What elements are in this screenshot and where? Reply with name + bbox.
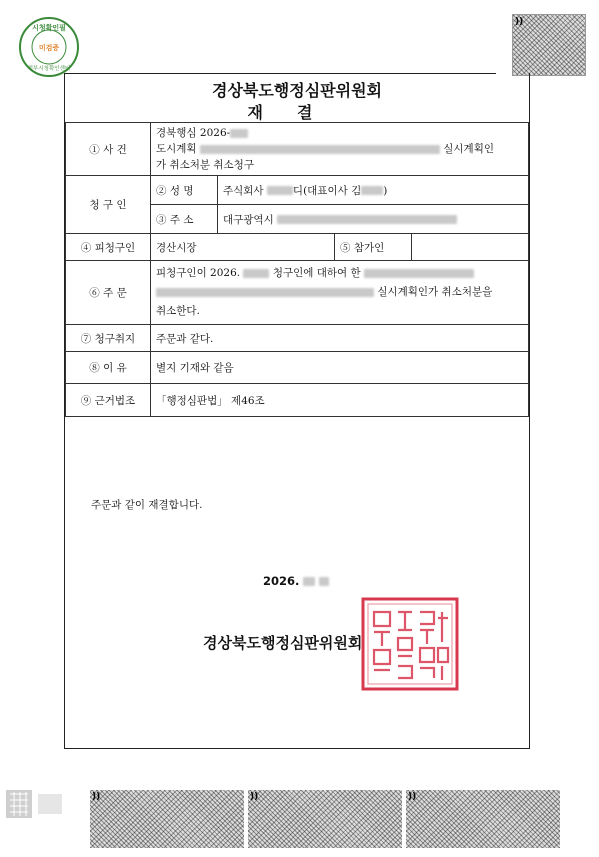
reason-row [66, 352, 529, 384]
respondent-value: 경산시장 [151, 234, 335, 261]
claim-purpose-label: ⑦ 청구취지 [66, 325, 151, 352]
legal-basis-label: ⑨ 근거법조 [66, 384, 151, 417]
order-text-2: 실시계획인가 취소처분을 [377, 286, 493, 298]
intervenor-label: ⑤ 참가인 [335, 234, 412, 261]
qr-code-icon: )) [90, 790, 244, 848]
respondent-row [66, 234, 529, 261]
document-type-title: 재결 [247, 103, 347, 122]
reason-label: ⑧ 이 유 [66, 352, 151, 384]
legal-basis-row [66, 384, 529, 417]
claimant-representative: 디(대표이사 김 [292, 184, 362, 197]
qr-code-icon: )) [512, 14, 586, 76]
claimant-address-label: ③ 주 소 [151, 205, 218, 234]
qr-code-icon: )) [406, 790, 560, 848]
claimant-name-value [218, 176, 529, 205]
reason-value: 별지 기재와 같음 [151, 352, 529, 384]
qr-code-icon: )) [248, 790, 402, 848]
case-value [151, 123, 529, 176]
decision-date [263, 574, 329, 588]
claimant-company: 주식회사 [223, 184, 264, 197]
badge-center-text: 미검증 [38, 44, 60, 52]
intervenor-value [412, 234, 529, 261]
decision-date-text: 2026. [263, 574, 300, 588]
order-value [151, 261, 529, 325]
case-row [66, 123, 529, 176]
badge-bottom-text: 정부시청확인센터 [27, 66, 71, 72]
order-row [66, 261, 529, 325]
order-text-3: 취소한다. [156, 305, 200, 317]
official-seal [360, 596, 460, 692]
claimant-label: 청 구 인 [66, 176, 151, 234]
claimant-name-label: ② 성 명 [151, 176, 218, 205]
order-text-1a: 피청구인이 2026. [156, 267, 241, 279]
verification-badge [18, 16, 80, 78]
claimant-address-value [218, 205, 529, 234]
claimant-paren: ) [383, 184, 388, 197]
logo-icon [6, 790, 74, 820]
decision-table [65, 122, 529, 417]
badge-ring-text: 시청확인필 [32, 24, 66, 32]
legal-basis-value: 「행정심판법」 제46조 [151, 384, 529, 417]
order-label: ⑥ 주 문 [66, 261, 151, 325]
claimant-name-row [66, 176, 529, 205]
commission-title: 경상북도행정심판위원회 [211, 81, 383, 100]
decision-statement: 주문과 같이 재결합니다. [91, 499, 203, 511]
case-number: 경북행심 2026- [156, 127, 231, 139]
claim-purpose-value: 주문과 같다. [151, 325, 529, 352]
case-title-suffix: 실시계획인 [443, 143, 494, 155]
respondent-label: ④ 피청구인 [66, 234, 151, 261]
claimant-city: 대구광역시 [223, 213, 274, 226]
case-label: ① 사 건 [66, 123, 151, 176]
order-text-1b: 청구인에 대하여 한 [272, 267, 361, 279]
case-title-prefix: 도시계획 [156, 143, 197, 155]
claim-purpose-row [66, 325, 529, 352]
case-title-end: 가 취소처분 취소청구 [156, 159, 254, 171]
issuing-commission: 경상북도행정심판위원회 [203, 634, 363, 652]
